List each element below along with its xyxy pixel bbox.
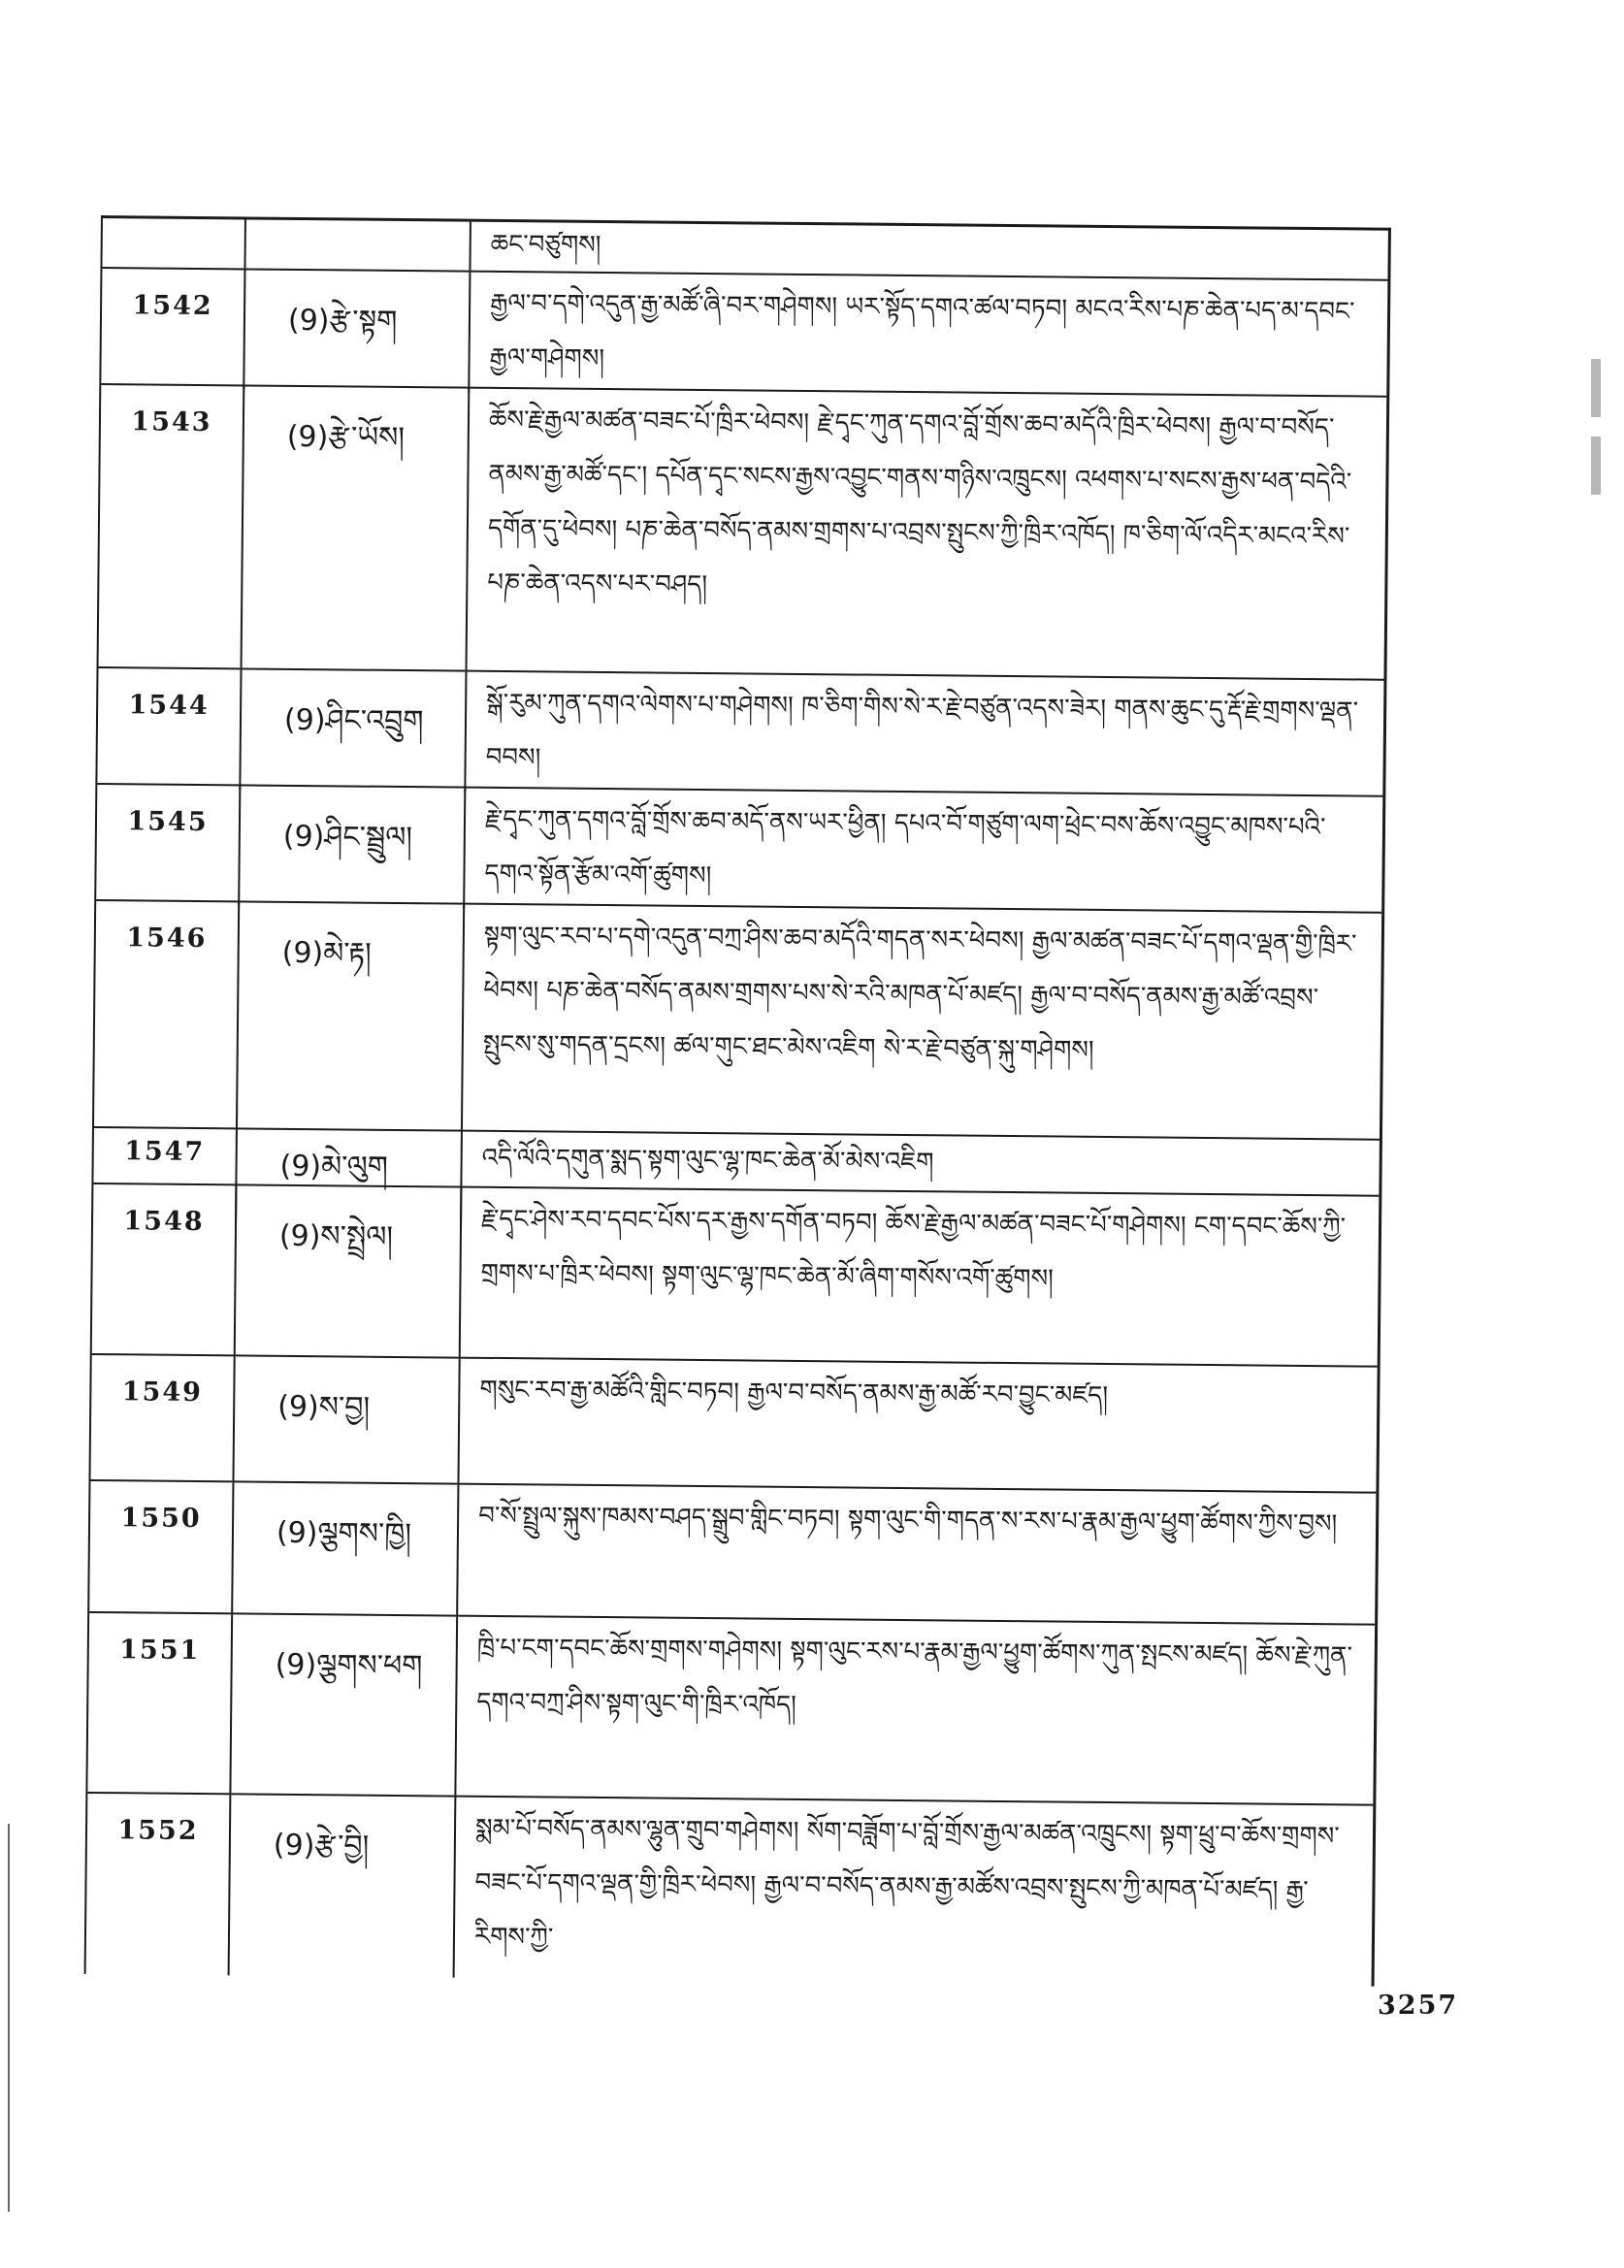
code-cell-empty [245, 219, 471, 270]
entry-text: སྟག་ལུང་རབ་པ་དགེ་འདུན་བཀྲ་ཤིས་ཆབ་མདོའི་གདན་སར་ཕེབས། རྒྱལ་མཚན་བཟང་པོ་དགའ་ལྡན་གྱི་ཁྲིར་ཕེབས། པཎ་ཆེན་བསོད་ནམས་གྲགས་པས་སེ་རའི་མཁན་པོ་མཛད། རྒྱལ་བ་བསོད་ནམས་རྒྱ་མཚོ་འབྲས་སྤུངས་སུ་གདན་དྲངས། ཚལ་གུང་ཐང་མེས་འཇིག སེ་ར་རྗེ་བཙུན་སྐུ་གཤེགས། [482, 921, 1357, 1065]
entry-number: 1551 [87, 1613, 233, 1793]
year-code: (9)ལྕགས་ཕག [231, 1614, 458, 1795]
entry-number: 1549 [90, 1355, 235, 1480]
year-code: (9)མེ་རྟ། [238, 902, 465, 1129]
scan-margin-line-left [8, 1824, 10, 2212]
entry-number: 1545 [96, 785, 241, 906]
table-row [92, 1184, 1380, 1368]
entry-text: ཁྲི་པ་ངག་དབང་ཆོས་གྲགས་གཤེགས། སྟག་ལུང་རས་པ་རྣམ་རྒྱལ་ཕྱུག་ཚོགས་ཀུན་སྤངས་མཛད། ཆོས་རྗེ་ཀུན་དགའ་བཀྲ་ཤིས་སྟག་ལུང་གི་ཁྲིར་འཁོད། [476, 1633, 1353, 1720]
year-code: (9)རྩེ་བྱི། [230, 1795, 457, 1977]
entry-text: བ་སོ་སྤྲུལ་སྐུས་ཁམས་བཤད་སྒྲུབ་གླིང་བཏབ། སྟག་ལུང་གི་གདན་ས་རས་པ་རྣམ་རྒྱལ་ཕྱུག་ཚོགས་ཀྱིས་བྱས། [478, 1501, 1338, 1539]
table-row [89, 1481, 1376, 1626]
entry-number: 1543 [99, 385, 245, 667]
year-code: (9)ཤིང་འབྲུག [241, 669, 467, 792]
entry-number: 1542 [101, 269, 245, 390]
entry-text: རྗེ་དྭང་ཀུན་དགའ་བློ་གྲོས་ཆབ་མདོ་ནས་ཡར་ཕྱིན། དཔའ་བོ་གཙུག་ལག་ཕྲེང་བས་ཆོས་འབྱུང་མཁས་པའི་དགའ་སྟོན་རྩོམ་འགོ་ཚུགས། [484, 804, 1326, 891]
table-row [94, 901, 1381, 1141]
year-code: (9)ཤིང་སྦྲུལ། [240, 786, 466, 908]
table-row [87, 1613, 1375, 1806]
table-row [96, 785, 1382, 914]
table-row [90, 1355, 1377, 1494]
year-code: (9)རྩེ་སྟག [244, 270, 471, 392]
entry-text: སྒོ་རུམ་ཀུན་དགའ་ལེགས་པ་གཤེགས། ཁ་ཅིག་གིས་སེ་ར་རྗེ་བཙུན་འདས་ཟེར། གནས་ཆུང་དུ་རྡོ་རྗེ་གྲགས་ལྡན་བབས། [485, 688, 1359, 773]
table-row [86, 1794, 1374, 1987]
entry-text: ཆོས་རྗེ་རྒྱལ་མཚན་བཟང་པོ་ཁྲིར་ཕེབས། རྗེ་དྭང་ཀུན་དགའ་བློ་གྲོས་ཆབ་མདོའི་ཁྲིར་ཕེབས། རྒྱལ་བ་བསོད་ནམས་རྒྱ་མཚོ་དང་། དཔོན་དྭང་སངས་རྒྱས་འབྱུང་གནས་གཉིས་འཁྲུངས། འཕགས་པ་སངས་རྒྱས་ཕན་བདེའི་དགོན་དུ་ཕེབས། པཎ་ཆེན་བསོད་ནམས་གྲགས་པ་འབྲས་སྤུངས་ཀྱི་ཁྲིར་འཁོད། ཁ་ཅིག་ལོ་འདིར་མངའ་རིས་པཎ་ཆེན་འདས་པར་བཤད། [487, 405, 1352, 600]
year-code: (9)རྩེ་ཡོས། [243, 386, 471, 669]
continuation-text: ཆང་བཙུགས། [490, 229, 601, 260]
entry-text: རྗེ་དྭང་ཤེས་རབ་དབང་པོས་དར་རྒྱས་དགོན་བཏབ། ཆོས་རྗེ་རྒྱལ་མཚན་བཟང་པོ་གཤེགས། ངག་དབང་ཆོས་ཀྱི་གྲགས་པ་ཁྲིར་ཕེབས། སྟག་ལུང་ལྷ་ཁང་ཆེན་མོ་ཞིག་གསོས་འགོ་ཚུགས། [480, 1204, 1347, 1294]
table-frame [84, 215, 1391, 1987]
entry-text: རྒྱལ་བ་དགེ་འདུན་རྒྱ་མཚོ་ཞི་བར་གཤེགས། ཡར་སྟོད་དགའ་ཚལ་བཏབ། མངའ་རིས་པཎ་ཆེན་པད་མ་དབང་རྒྱལ་གཤེགས། [489, 288, 1355, 373]
entry-number: 1548 [92, 1184, 238, 1354]
table-row [97, 668, 1383, 797]
table-row [101, 269, 1387, 398]
year-code: (9)ས་སྤྲེལ། [236, 1185, 463, 1356]
entry-number: 1544 [97, 668, 242, 790]
table-row [99, 385, 1387, 681]
page-number: 3257 [1378, 1991, 1459, 2021]
entry-number: 1550 [89, 1481, 234, 1612]
scan-speck [1591, 359, 1601, 417]
entry-text: སྨམ་པོ་བསོད་ནམས་ལྷུན་གྲུབ་གཤེགས། སོག་བཟློག་པ་བློ་གྲོས་རྒྱལ་མཚན་འཁྲུངས། སྟག་ཕྲུ་བ་ཆོས་གྲགས་བཟང་པོ་དགའ་ལྡན་གྱི་ཁྲིར་ཕེབས། རྒྱལ་བ་བསོད་ནམས་རྒྱ་མཚོས་འབྲས་སྤུངས་ཀྱི་མཁན་པོ་མཛད། རྒྱ་རིགས་ཀྱི་ [473, 1813, 1340, 1953]
year-code: (9)ས་བྱ། [234, 1356, 460, 1482]
entry-text: འདི་ལོའི་དགུན་སྨད་སྟག་ལུང་ལྷ་ཁང་ཆེན་མོ་མེས་འཇིག [481, 1143, 934, 1178]
scan-speck [1591, 437, 1601, 495]
entry-text: གསུང་རབ་རྒྱ་མཚོའི་གླིང་བཏབ། རྒྱལ་བ་བསོད་ནམས་རྒྱ་མཚོ་རབ་བྱུང་མཛད། [479, 1375, 1109, 1411]
entry-number: 1547 [93, 1128, 238, 1224]
chronology-table [84, 215, 1391, 1987]
entry-number: 1552 [86, 1794, 232, 1975]
year-code: (9)མེ་ལུག [237, 1129, 463, 1226]
number-cell-empty [102, 218, 245, 268]
entry-number: 1546 [94, 901, 240, 1127]
year-code: (9)ལྕགས་ཁྱི། [233, 1482, 459, 1614]
